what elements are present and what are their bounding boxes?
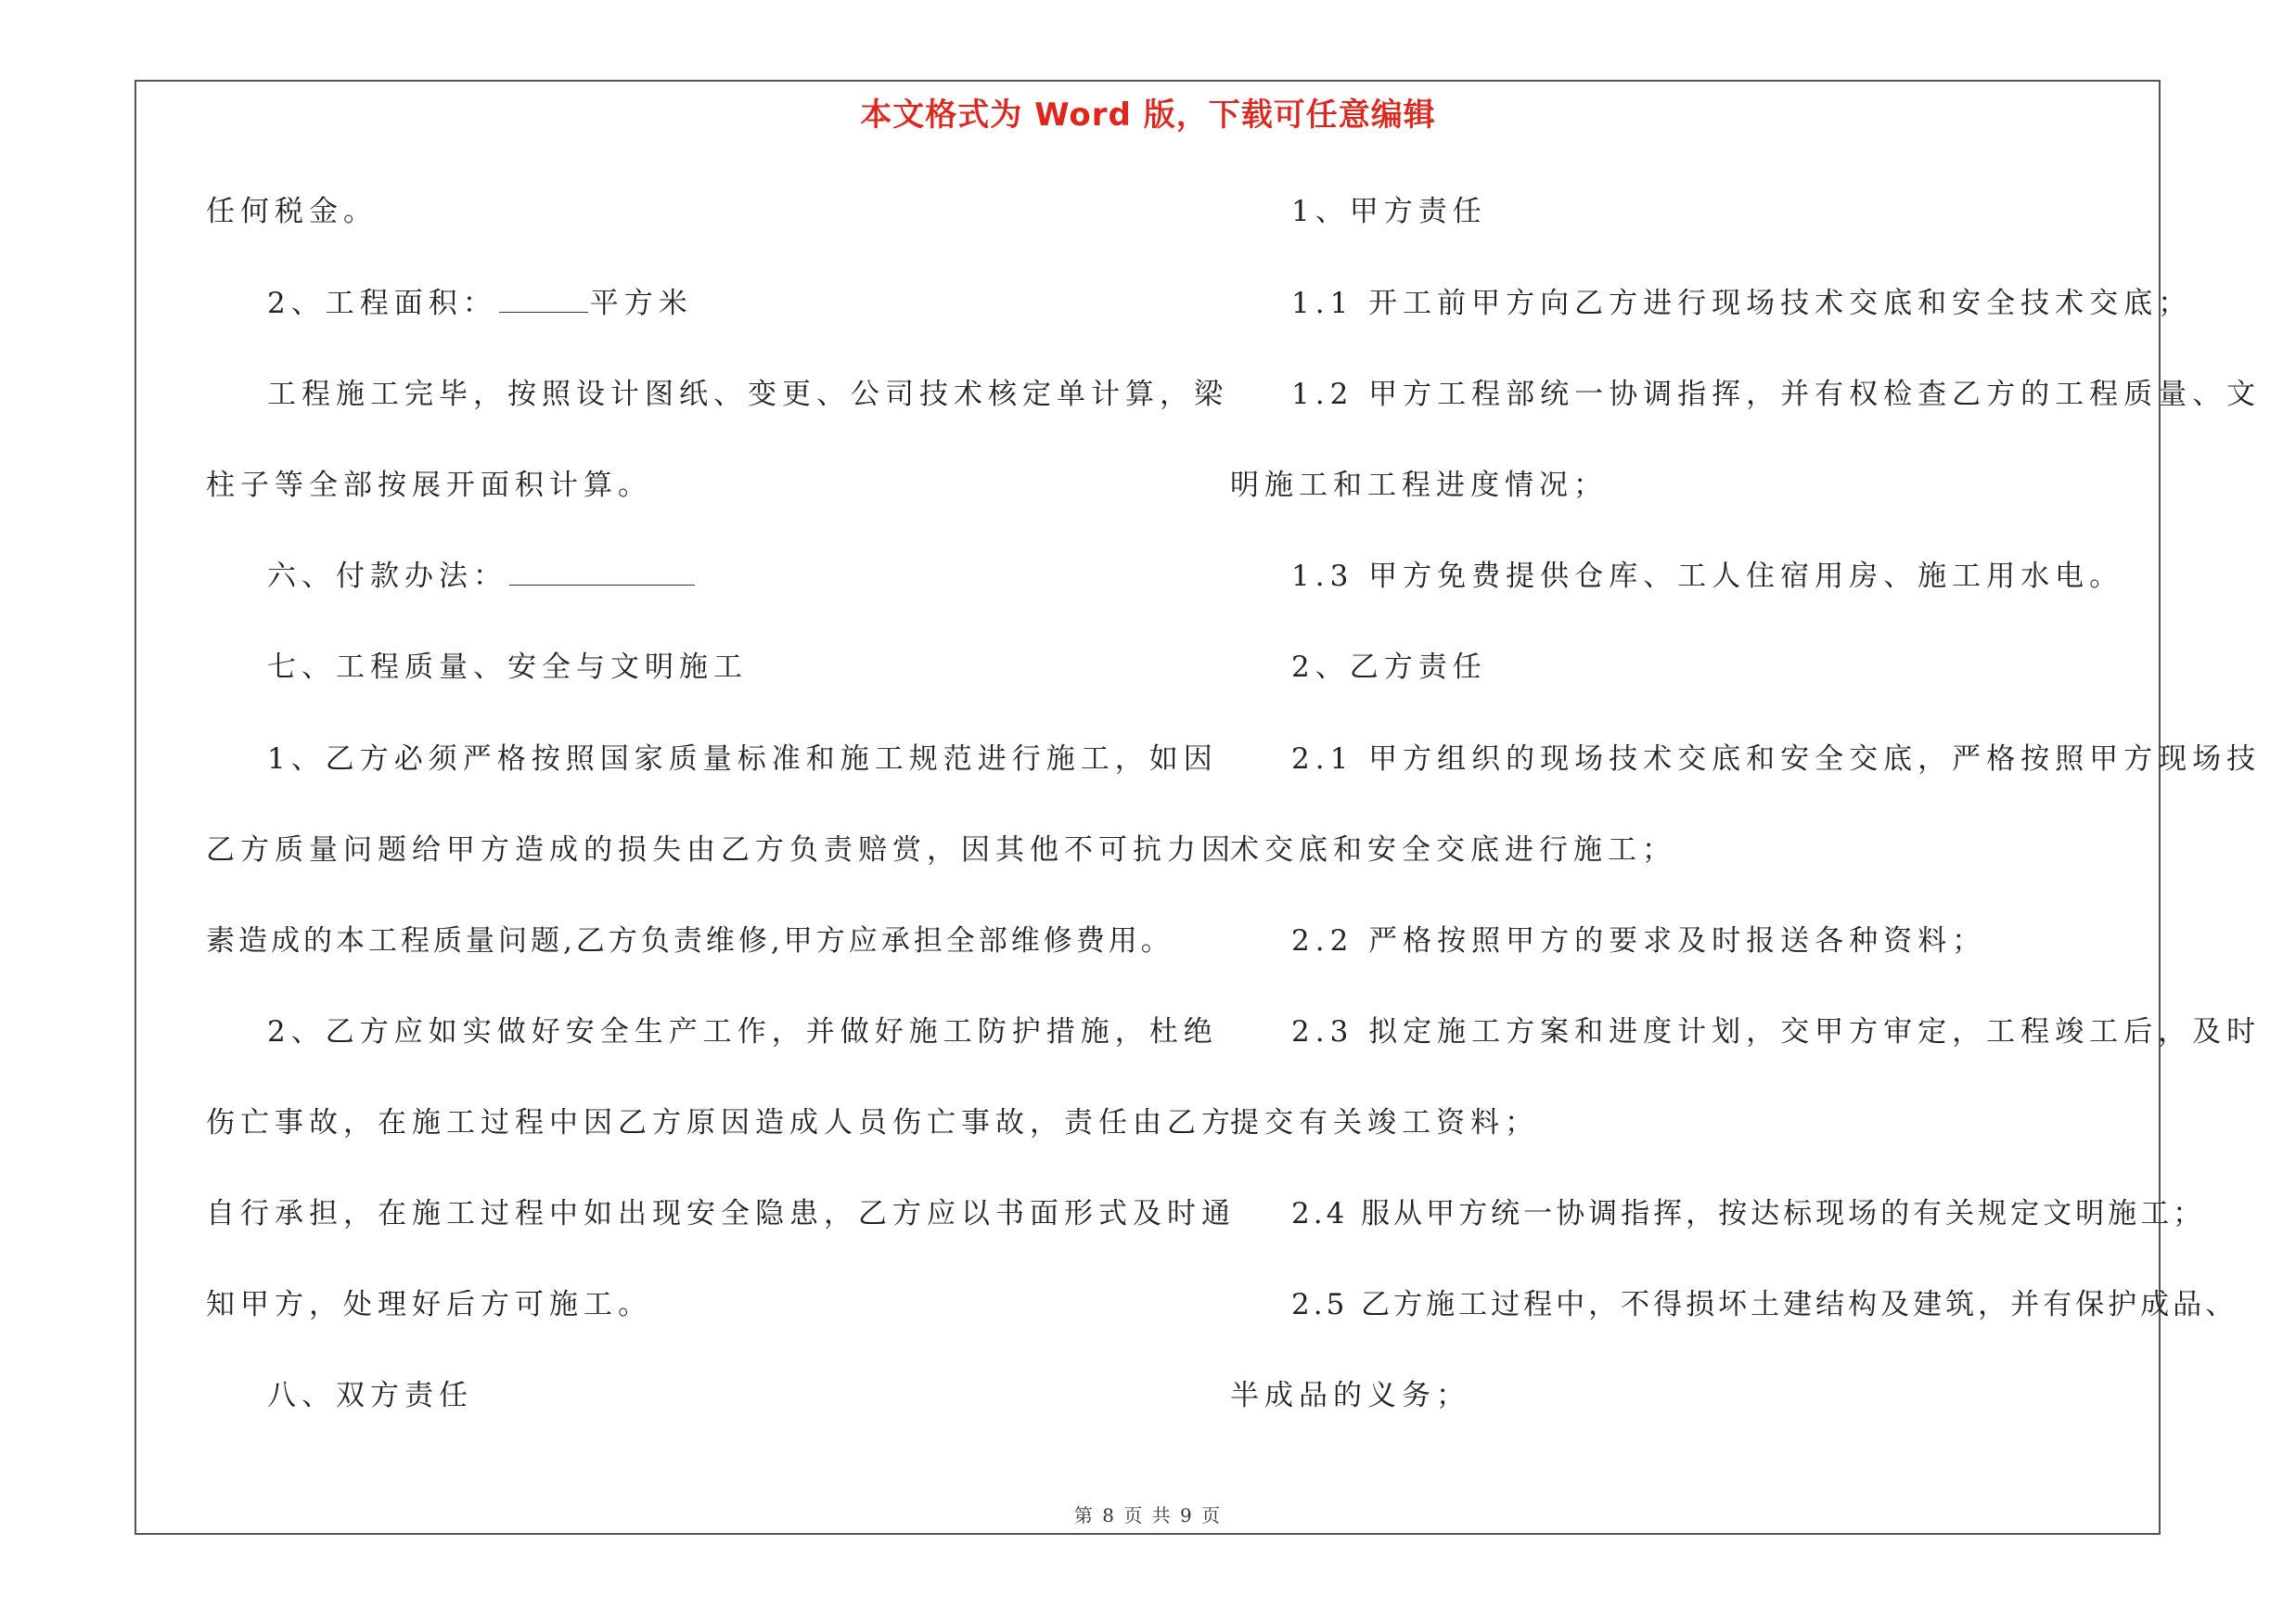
left-paragraph-line: 伤亡事故，在施工过程中因乙方原因造成人员伤亡事故，责任由乙方 — [206, 1106, 1236, 1140]
left-paragraph-line: 任何税金。 — [206, 195, 378, 228]
right-paragraph-line: 2.4 服从甲方统一协调指挥，按达标现场的有关规定文明施工； — [1291, 1197, 2206, 1230]
right-paragraph-line: 半成品的义务； — [1230, 1379, 1470, 1412]
left-paragraph-line: 工程施工完毕，按照设计图纸、变更、公司技术核定单计算，梁 — [267, 378, 1228, 411]
section-heading: 八、双方责任 — [267, 1379, 473, 1412]
area-label: 2、工程面积： — [267, 287, 497, 320]
payment-label: 六、付款办法： — [267, 560, 507, 593]
right-paragraph-line: 术交底和安全交底进行施工； — [1230, 833, 1676, 867]
left-paragraph-line: 柱子等全部按展开面积计算。 — [206, 469, 652, 502]
format-banner: 本文格式为 Word 版，下载可任意编辑 — [860, 97, 1436, 134]
area-line — [267, 285, 693, 322]
left-paragraph-line: 自行承担，在施工过程中如出现安全隐患，乙方应以书面形式及时通 — [206, 1197, 1236, 1230]
right-paragraph-line: 提交有关竣工资料； — [1230, 1106, 1539, 1140]
left-paragraph-line: 素造成的本工程质量问题,乙方负责维修,甲方应承担全部维修费用。 — [206, 924, 1174, 958]
right-paragraph-line: 1.2 甲方工程部统一协调指挥，并有权检查乙方的工程质量、文 — [1291, 378, 2262, 411]
right-paragraph-line: 2.5 乙方施工过程中，不得损坏土建结构及建筑，并有保护成品、 — [1291, 1288, 2238, 1321]
right-paragraph-line: 2.3 拟定施工方案和进度计划，交甲方审定，工程竣工后，及时 — [1291, 1015, 2262, 1049]
right-paragraph-line: 2.1 甲方组织的现场技术交底和安全交底，严格按照甲方现场技 — [1291, 742, 2262, 776]
right-paragraph-line: 2.2 严格按照甲方的要求及时报送各种资料； — [1291, 924, 1987, 958]
left-paragraph-line: 知甲方，处理好后方可施工。 — [206, 1288, 652, 1321]
right-paragraph-line: 1.3 甲方免费提供仓库、工人住宿用房、施工用水电。 — [1291, 560, 2124, 593]
payment-blank[interactable] — [509, 560, 695, 586]
area-unit: 平方米 — [589, 287, 693, 320]
payment-line — [267, 558, 697, 595]
left-paragraph-line: 1、乙方必须严格按照国家质量标准和施工规范进行施工，如因 — [267, 742, 1218, 776]
left-paragraph-line: 2、乙方应如实做好安全生产工作，并做好施工防护措施，杜绝 — [267, 1015, 1218, 1049]
left-paragraph-line: 乙方质量问题给甲方造成的损失由乙方负责赔赏，因其他不可抗力因 — [206, 833, 1236, 867]
right-paragraph-line: 1.1 开工前甲方向乙方进行现场技术交底和安全技术交底； — [1291, 287, 2193, 320]
section-heading: 七、工程质量、安全与文明施工 — [267, 650, 748, 684]
area-blank[interactable] — [499, 288, 588, 313]
sub-heading: 2、乙方责任 — [1291, 650, 1487, 684]
sub-heading: 1、甲方责任 — [1291, 195, 1487, 228]
right-paragraph-line: 明施工和工程进度情况； — [1230, 469, 1608, 502]
page-number: 第 8 页 共 9 页 — [1073, 1504, 1223, 1526]
